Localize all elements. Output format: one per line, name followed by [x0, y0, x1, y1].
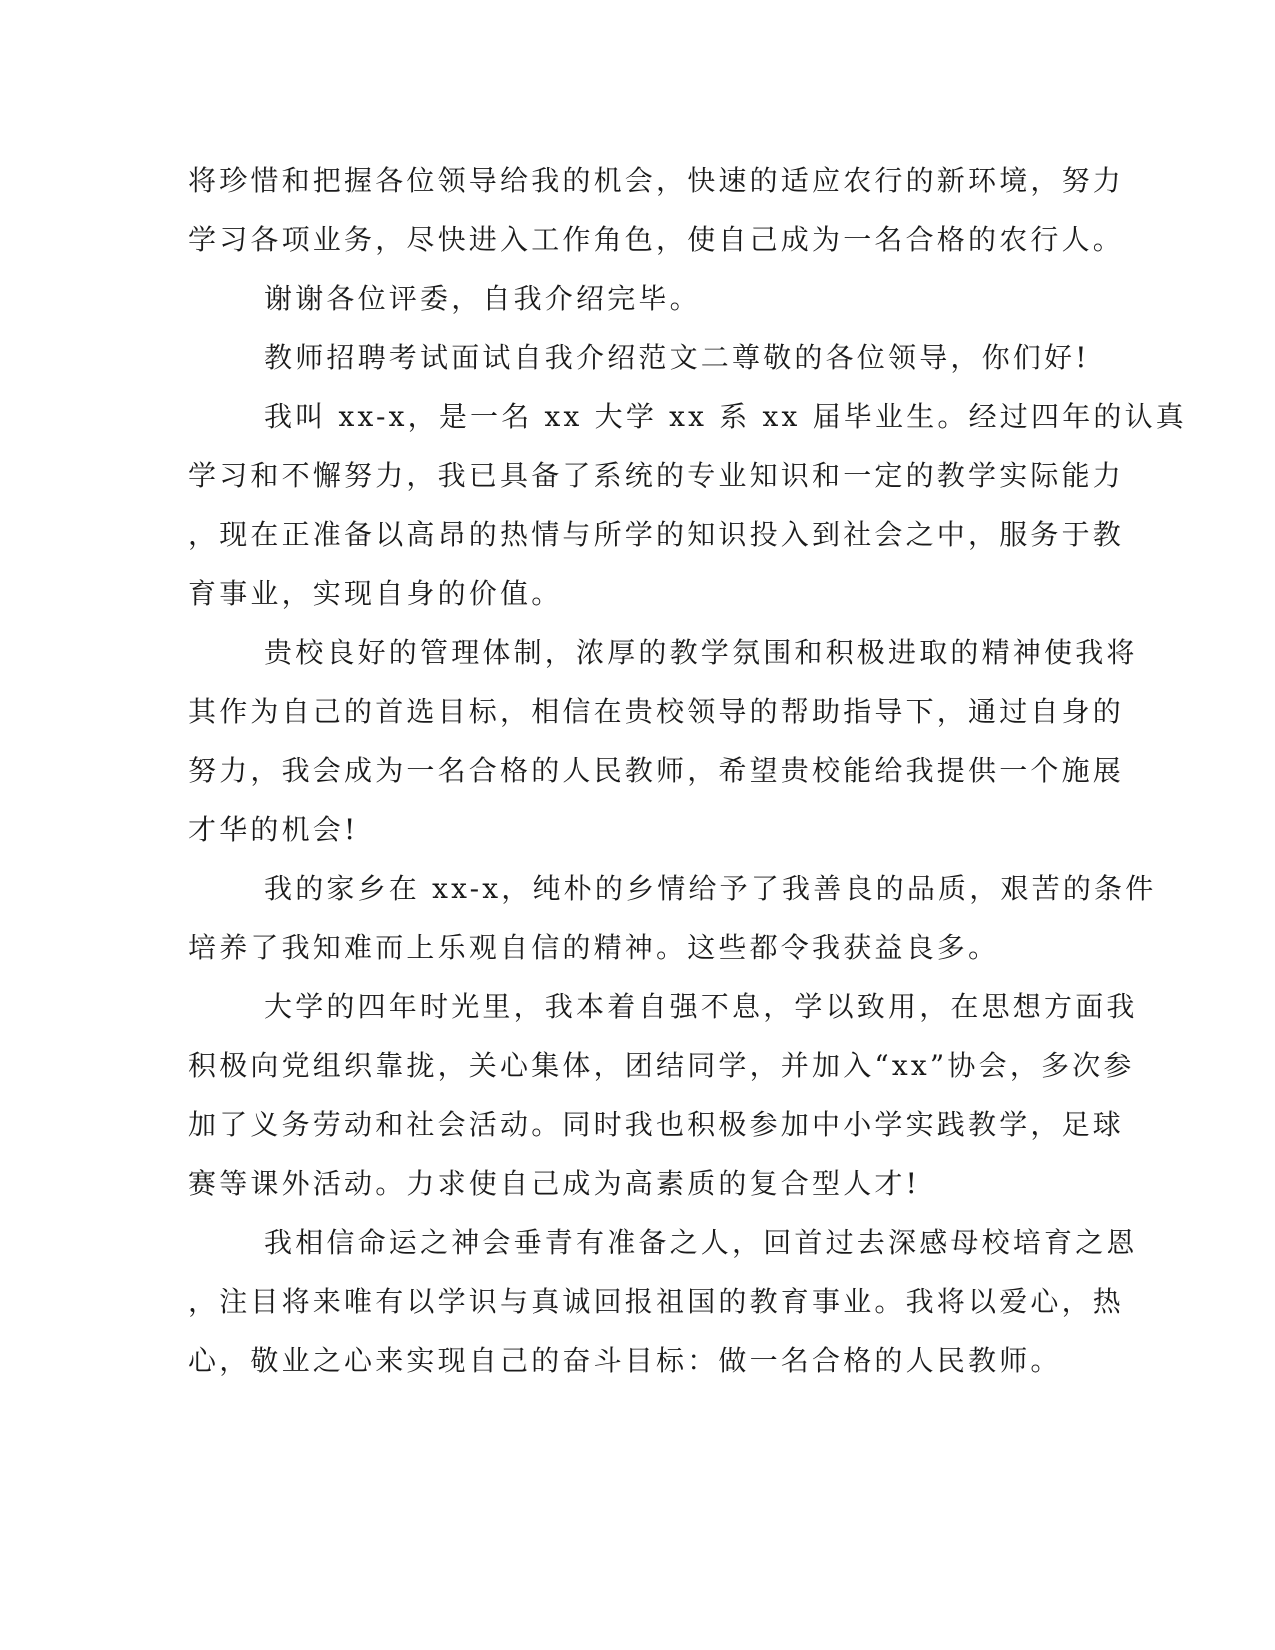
text-line: 努力，我会成为一名合格的人民教师，希望贵校能给我提供一个施展 [188, 754, 1125, 787]
text-line: 我叫 xx-x，是一名 xx 大学 xx 系 xx 届毕业生。经过四年的认真 [264, 400, 1187, 433]
text-line: 赛等课外活动。力求使自己成为高素质的复合型人才! [188, 1167, 921, 1200]
text-line: 积极向党组织靠拢，关心集体，团结同学，并加入“xx”协会，多次参 [188, 1049, 1135, 1082]
text-line: 我相信命运之神会垂青有准备之人，回首过去深感母校培育之恩 [264, 1226, 1138, 1259]
text-line: 育事业，实现自身的价值。 [188, 577, 563, 610]
text-line: 其作为自己的首选目标，相信在贵校领导的帮助指导下，通过自身的 [188, 695, 1125, 728]
text-line: ，现在正准备以高昂的热情与所学的知识投入到社会之中，服务于教 [188, 518, 1125, 551]
text-line: 教师招聘考试面试自我介绍范文二尊敬的各位领导，你们好! [264, 341, 1090, 374]
text-line: 学习和不懈努力，我已具备了系统的专业知识和一定的教学实际能力 [188, 459, 1125, 492]
text-line: 才华的机会! [188, 813, 359, 846]
text-line: 我的家乡在 xx-x，纯朴的乡情给予了我善良的品质，艰苦的条件 [264, 872, 1157, 905]
text-line: 谢谢各位评委，自我介绍完毕。 [264, 282, 701, 315]
text-line: 加了义务劳动和社会活动。同时我也积极参加中小学实践教学，足球 [188, 1108, 1125, 1141]
text-line: 将珍惜和把握各位领导给我的机会，快速的适应农行的新环境，努力 [188, 164, 1125, 197]
text-line: 学习各项业务，尽快进入工作角色，使自己成为一名合格的农行人。 [188, 223, 1125, 256]
text-line: 大学的四年时光里，我本着自强不息，学以致用，在思想方面我 [264, 990, 1138, 1023]
text-line: 心，敬业之心来实现自己的奋斗目标：做一名合格的人民教师。 [188, 1344, 1062, 1377]
text-line: 培养了我知难而上乐观自信的精神。这些都令我获益良多。 [188, 931, 1000, 964]
text-line: ，注目将来唯有以学识与真诚回报祖国的教育事业。我将以爱心，热 [188, 1285, 1125, 1318]
text-line: 贵校良好的管理体制，浓厚的教学氛围和积极进取的精神使我将 [264, 636, 1138, 669]
